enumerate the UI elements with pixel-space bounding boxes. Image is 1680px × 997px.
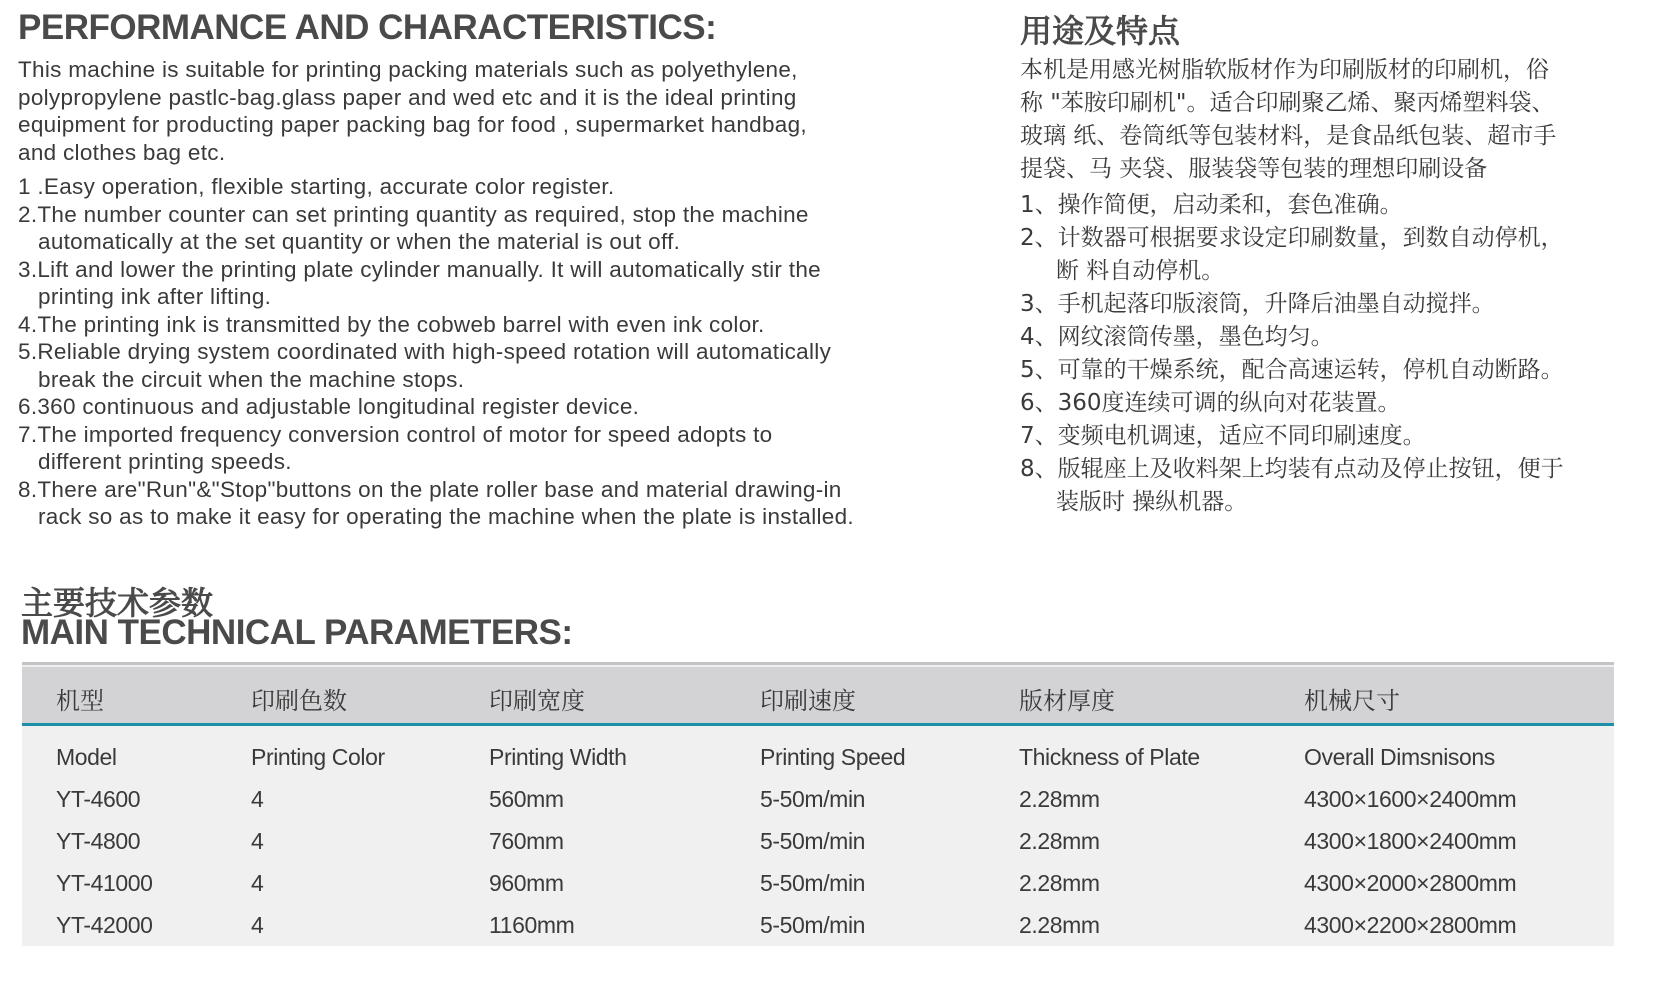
table-cell: 2.28mm <box>1019 870 1100 896</box>
table-cell: 5-50m/min <box>760 828 866 854</box>
intro-line: 本机是用感光树脂软版材作为印刷版材的印刷机，俗 <box>1020 57 1549 83</box>
chinese-feature-list <box>1020 189 1650 519</box>
table-cell: 4 <box>251 786 264 812</box>
table-cell: 760mm <box>489 828 564 854</box>
feature-item: 8.There are"Run"&"Stop"buttons on the plate roller base and material drawing-in rack so as to make it easy for operating the machine when the plate is installed. <box>18 476 854 529</box>
header-cell: 机型 <box>56 687 104 715</box>
english-feature-list <box>18 173 958 531</box>
feature-item: 7、变频电机调速，适应不同印刷速度。 <box>1020 423 1426 449</box>
intro-line: polypropylene pastlc-bag.glass paper and wed etc and it is the ideal printing <box>18 84 797 110</box>
table-cell: 5-50m/min <box>760 786 866 812</box>
header-cell: 版材厚度 <box>1019 687 1115 715</box>
table-cell: 4300×2000×2800mm <box>1304 870 1517 896</box>
chinese-title: 用途及特点 <box>1020 12 1181 50</box>
parameters-title-en: MAIN TECHNICAL PARAMETERS: <box>21 613 573 652</box>
table-cell: 4 <box>251 828 264 854</box>
table-cell: YT-41000 <box>56 870 153 896</box>
feature-item: 4.The printing ink is transmitted by the cobweb barrel with even ink color. <box>18 311 765 337</box>
table-cell: 2.28mm <box>1019 828 1100 854</box>
feature-item: 6、360度连续可调的纵向对花装置。 <box>1020 390 1401 416</box>
table-cell: 2.28mm <box>1019 912 1100 938</box>
table-cell: 4300×1600×2400mm <box>1304 786 1517 812</box>
table-cell: 4300×2200×2800mm <box>1304 912 1517 938</box>
feature-item: 6.360 continuous and adjustable longitudinal register device. <box>18 394 640 419</box>
header-cell: 机械尺寸 <box>1304 687 1400 715</box>
table-cell: YT-4800 <box>56 828 141 854</box>
feature-item: 3、手机起落印版滚筒，升降后油墨自动搅拌。 <box>1020 291 1495 317</box>
table-cell: 960mm <box>489 870 564 896</box>
table-header-row <box>22 667 1614 726</box>
table-cell: 5-50m/min <box>760 912 866 938</box>
intro-line: 称 "苯胺印刷机"。适合印刷聚乙烯、聚丙烯塑料袋、 <box>1020 90 1555 116</box>
header-cell: 印刷宽度 <box>489 687 585 715</box>
table-cell: 1160mm <box>489 912 575 938</box>
feature-item: 7.The imported frequency conversion control of motor for speed adopts to different printing speeds. <box>18 421 773 474</box>
table-cell: Thickness of Plate <box>1019 744 1200 770</box>
intro-line: equipment for producting paper packing bag for food , supermarket handbag, <box>18 112 807 137</box>
chinese-intro <box>1020 54 1632 186</box>
table-top-divider <box>22 662 1614 665</box>
table-cell: YT-4600 <box>56 786 141 812</box>
table-cell: 4 <box>251 870 264 896</box>
table-cell: 2.28mm <box>1019 786 1100 812</box>
table-cell: 4 <box>251 912 264 938</box>
performance-title: PERFORMANCE AND CHARACTERISTICS: <box>18 8 717 47</box>
feature-item: 3.Lift and lower the printing plate cylinder manually. It will automatically stir the printing ink after lifting. <box>18 256 821 309</box>
table-cell: Printing Color <box>251 744 385 770</box>
table-cell: Printing Width <box>489 744 627 770</box>
parameters-table <box>22 662 1614 946</box>
feature-item: 5.Reliable drying system coordinated with high-speed rotation will automatically break the circuit when the machine stops. <box>18 339 832 392</box>
english-intro <box>18 56 948 166</box>
feature-item: 1 .Easy operation, flexible starting, accurate color register. <box>18 174 615 199</box>
feature-item: 2.The number counter can set printing quantity as required, stop the machine automatically at the set quantity or when the material is out off. <box>18 201 809 254</box>
table-cell: 5-50m/min <box>760 870 866 896</box>
table-cell: 560mm <box>489 786 564 812</box>
intro-line: and clothes bag etc. <box>18 139 226 165</box>
intro-line: This machine is suitable for printing packing materials such as polyethylene, <box>18 57 798 82</box>
header-cell: 印刷速度 <box>760 687 856 715</box>
intro-line: 提袋、马 夹袋、服装袋等包装的理想印刷设备 <box>1020 156 1488 182</box>
feature-item: 4、网纹滚筒传墨，墨色均匀。 <box>1020 324 1334 350</box>
table-cell: Printing Speed <box>760 744 906 770</box>
parameters-title-cn: 主要技术参数 <box>21 584 214 622</box>
table-cell: Overall Dimsnisons <box>1304 744 1495 770</box>
table-cell: 4300×1800×2400mm <box>1304 828 1517 854</box>
table-cell: YT-42000 <box>56 912 153 938</box>
feature-item: 1、操作简便，启动柔和，套色准确。 <box>1020 192 1403 218</box>
header-cell: 印刷色数 <box>251 687 347 715</box>
feature-item: 5、可靠的干燥系统，配合高速运转，停机自动断路。 <box>1020 357 1564 383</box>
intro-line: 玻璃 纸、卷筒纸等包装材料，是食品纸包装、超市手 <box>1020 123 1557 149</box>
feature-item: 2、计数器可根据要求设定印刷数量，到数自动停机， 断 料自动停机。 <box>1020 225 1564 284</box>
feature-item: 8、版辊座上及收料架上均装有点动及停止按钮，便于 装版时 操纵机器。 <box>1020 456 1564 515</box>
table-cell: Model <box>56 744 117 770</box>
